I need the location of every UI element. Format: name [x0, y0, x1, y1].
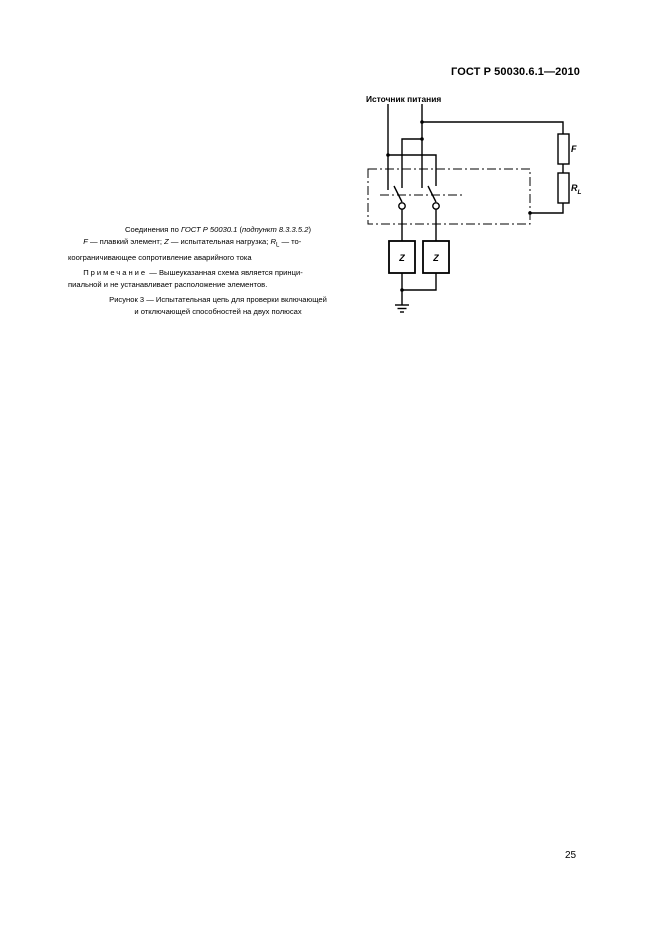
- junction-dot: [386, 153, 390, 157]
- load-return-2: [402, 273, 436, 290]
- enclosure-boundary: [368, 169, 530, 224]
- load-label-1: Z: [399, 253, 405, 263]
- figure-caption: [68, 224, 368, 318]
- resistor-return-wire: [530, 203, 563, 213]
- connections-reference: Соединения по ГОСТ Р 50030.1 (подпункт 8.3.3.5.2): [125, 225, 311, 234]
- switch-contact-2: [433, 203, 439, 209]
- power-source-label: Источник питания: [366, 94, 442, 104]
- document-code: ГОСТ Р 50030.6.1—2010: [451, 66, 580, 78]
- figure-title-line-2: и отключающей способностей на двух полюсах: [134, 306, 302, 316]
- junction-dot: [528, 211, 532, 215]
- crossover-wire-b: [388, 155, 436, 186]
- resistor-label: $R_L$: [571, 183, 582, 196]
- resistor-symbol: [558, 173, 569, 203]
- junction-dot: [400, 288, 404, 292]
- figure-title-line-1: Рисунок 3 — Испытательная цепь для проверки включающей: [109, 294, 327, 304]
- switch-contact-1: [399, 203, 405, 209]
- fuse-label: F: [571, 144, 577, 154]
- fuse-symbol: [558, 134, 569, 164]
- legend-line-2: коограничивающее сопротивление аварийного тока: [68, 252, 252, 262]
- load-label-2: Z: [433, 253, 439, 263]
- branch-wire-top: [422, 122, 563, 134]
- junction-dot: [420, 120, 424, 124]
- note-line-1: Примечание — Вышеуказанная схема является принци-: [83, 267, 303, 277]
- legend-line-1: F — плавкий элемент; Z — испытательная нагрузка; $R_L$ — то-: [83, 237, 302, 249]
- switch-blade-1: [394, 186, 402, 202]
- junction-dot: [420, 137, 424, 141]
- page-number: 25: [565, 850, 577, 861]
- crossover-wire-a: [402, 139, 422, 188]
- switch-blade-2: [428, 186, 436, 202]
- note-label: Примечание: [83, 267, 148, 277]
- note-line-2: пиальной и не устанавливает расположение элементов.: [68, 279, 268, 289]
